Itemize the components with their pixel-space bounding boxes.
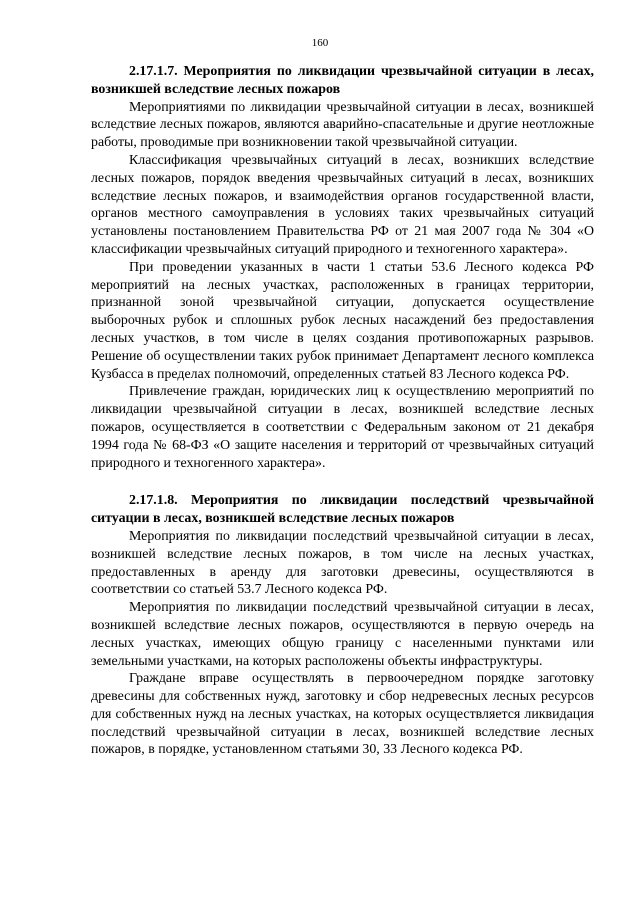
section-2-17-1-7 bbox=[91, 63, 594, 472]
section-2-17-1-8 bbox=[91, 492, 594, 759]
paragraph: Привлечение граждан, юридических лиц к осуществлению мероприятий по ликвидации чрезвычайной ситуации в лесах, возникшей вследствие лесных пожаров, осуществляется в соответствии с Федеральным законом от 21 декабря 1994 года № 68-ФЗ «О защите населения и территорий от чрезвычайных ситуаций природного и техногенного характера». bbox=[91, 384, 594, 471]
section-heading: 2.17.1.8. Мероприятия по ликвидации последствий чрезвычайной ситуации в лесах, возникшей вследствие лесных пожаров bbox=[91, 493, 594, 527]
paragraph: Классификация чрезвычайных ситуаций в лесах, возникших вследствие лесных пожаров, порядок введения чрезвычайных ситуаций в лесах, возникших вследствие лесных пожаров, и взаимодействия органов государственной власти, органов местного самоуправления в условиях таких чрезвычайных ситуаций установлены постановлением Правительства РФ от 21 мая 2007 года № 304 «О классификации чрезвычайных ситуаций природного и техногенного характера». bbox=[91, 152, 594, 257]
paragraph: При проведении указанных в части 1 статьи 53.6 Лесного кодекса РФ мероприятий на лесных участках, расположенных в границах территории, признанной зоной чрезвычайной ситуации, допускается осуществление выборочных рубок и сплошных рубок лесных насаждений без предоставления лесных участков, в том числе в целях создания противопожарных разрывов. Решение об осуществлении таких рубок принимает Департамент лесного комплекса Кузбасса в пределах полномочий, определенных статьей 83 Лесного кодекса РФ. bbox=[91, 259, 594, 382]
section-spacer bbox=[91, 472, 594, 492]
page-number: 160 bbox=[311, 37, 329, 49]
paragraph: Мероприятиями по ликвидации чрезвычайной ситуации в лесах, возникшей вследствие лесных пожаров, являются аварийно-спасательные и другие неотложные работы, проводимые при возникновении такой чрезвычайной ситуации. bbox=[91, 99, 594, 151]
section-heading: 2.17.1.7. Мероприятия по ликвидации чрезвычайной ситуации в лесах, возникшей вследствие лесных пожаров bbox=[91, 64, 594, 97]
paragraph: Мероприятия по ликвидации последствий чрезвычайной ситуации в лесах, возникшей вследствие лесных пожаров, в том числе на лесных участках, предоставленных в аренду для заготовки древесины, осуществляются в соответствии со статьей 53.7 Лесного кодекса РФ. bbox=[91, 528, 594, 598]
paragraph: Мероприятия по ликвидации последствий чрезвычайной ситуации в лесах, возникшей вследствие лесных пожаров, осуществляются в первую очередь на лесных участках, имеющих общую границу с населенными пунктами или земельными участками, на которых расположены объекты инфраструктуры. bbox=[91, 600, 594, 669]
document-body bbox=[91, 63, 594, 759]
paragraph: Граждане вправе осуществлять в первоочередном порядке заготовку древесины для собственных нужд, заготовку и сбор недревесных лесных ресурсов для собственных нужд на лесных участках, на которых осуществляется ликвидация последствий чрезвычайной ситуации в лесах, возникшей вследствие лесных пожаров, в порядке, установленном статьями 30, 33 Лесного кодекса РФ. bbox=[91, 671, 594, 758]
